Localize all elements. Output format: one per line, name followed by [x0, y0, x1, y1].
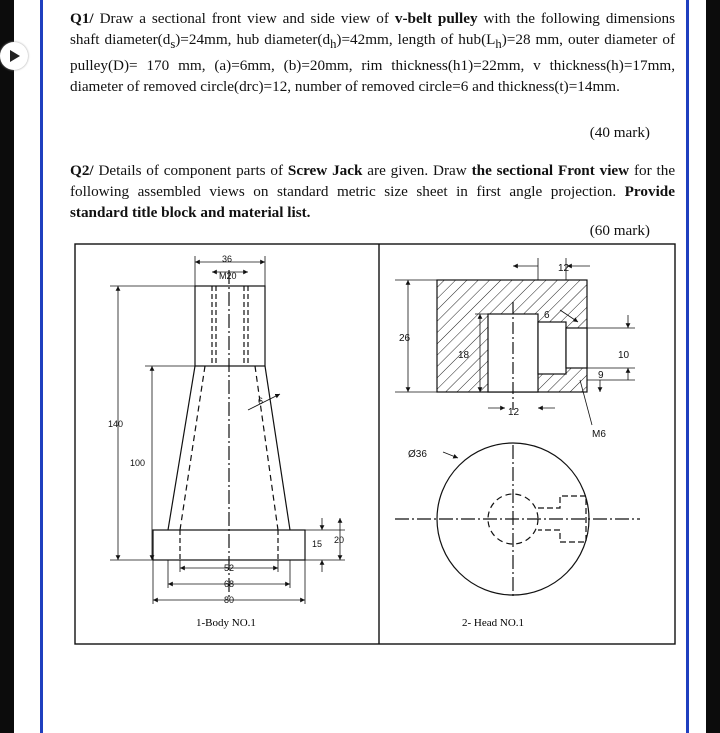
dim-6: 6 — [258, 396, 264, 406]
dim-52: 52 — [224, 563, 235, 573]
dim-dia-36: Ø36 — [408, 449, 427, 460]
head-side-hole — [538, 322, 566, 374]
head-caption: 2- Head NO.1 — [462, 617, 525, 629]
q2-mark: (60 mark) — [589, 222, 650, 239]
dim-100: 100 — [130, 458, 146, 468]
body-caption: 1-Body NO.1 — [196, 617, 256, 629]
dim-20: 20 — [334, 535, 345, 545]
head-drawing — [395, 258, 640, 596]
dim-68: 68 — [224, 579, 235, 589]
dim-12-top: 12 — [558, 263, 570, 274]
body-drawing — [110, 256, 345, 604]
body-neck — [195, 286, 265, 366]
dim-18: 18 — [458, 350, 470, 361]
body-dimension-labels — [108, 254, 344, 605]
dim-10: 10 — [618, 350, 630, 361]
head-thread — [566, 328, 587, 368]
dim-12-bottom: 12 — [508, 407, 520, 418]
q1-mark: (40 mark) — [589, 124, 650, 141]
question-2: Q2/ Details of component parts of Screw Jack are given. Draw the sectional Front view for the following assembled views on standard metric size sheet in first angle projection. Provide standard title block and material list. — [70, 162, 676, 221]
dim-36: 36 — [222, 254, 233, 264]
dim-80: 80 — [224, 595, 235, 605]
dim-9: 9 — [598, 370, 604, 381]
question-1: Q1/ Draw a sectional front view and side view of v-belt pulley with the following dimensions shaft $diameter(d_s)=24mm$, hub $diameter(d_h)=42mm$, length of $hub(L_h)=28$ mm, outer diameter of pulley(D)= 170 mm, (a)=6mm, (b)=20mm, rim thickness(h1)=22mm, v thickness(h)=17mm, diameter of removed circle(drc)=12, number of removed circle=6 and thickness(t)=14mm. — [70, 10, 676, 96]
dim-26: 26 — [399, 333, 411, 344]
dim-15: 15 — [312, 539, 323, 549]
dim-6-head: 6 — [544, 310, 550, 321]
dim-140: 140 — [108, 419, 124, 429]
dim-m6: M6 — [592, 429, 606, 440]
dim-m20: M20 — [219, 271, 237, 281]
